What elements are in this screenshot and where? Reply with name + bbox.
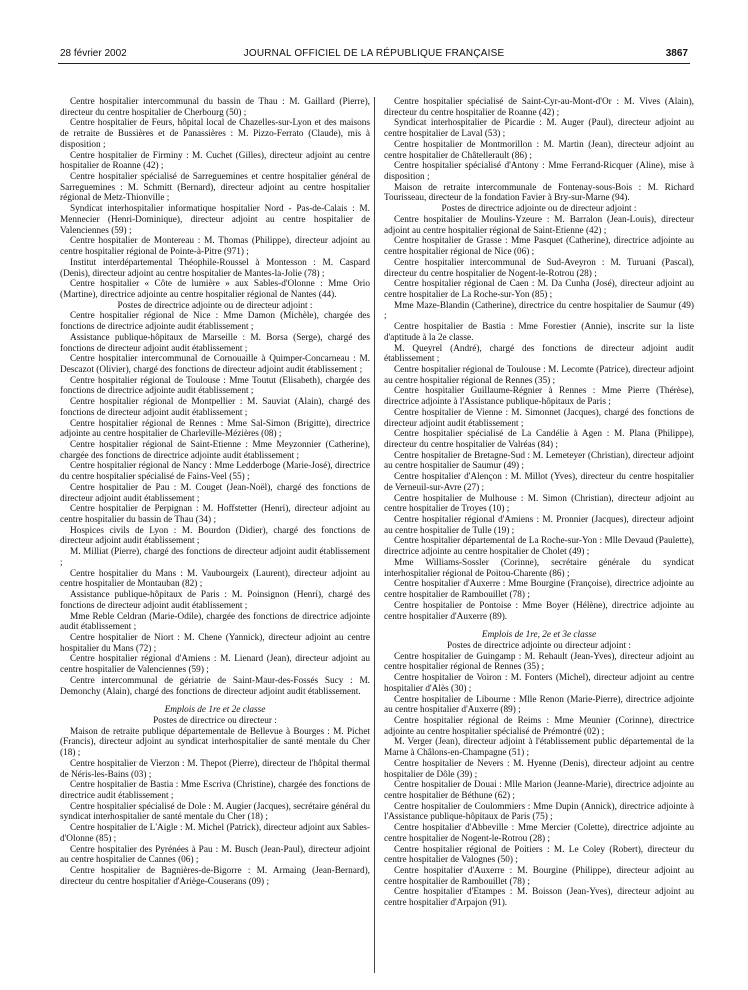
- appointment-entry: Centre hospitalier de Pontoise : Mme Boyer (Hélène), directrice adjointe au centre hospitalier d'Auxerre (89).: [384, 600, 694, 622]
- appointment-entry: Centre hospitalier de Libourne : Mlle Renon (Marie-Pierre), directrice adjointe au centre hospitalier d'Auxerre (89) ;: [384, 694, 694, 716]
- appointment-entry: Centre hospitalier régional de Saint-Etienne : Mme Meyzonnier (Catherine), chargée des fonctions de directrice adjointe audit établissement ;: [60, 440, 370, 461]
- appointment-entry: Centre hospitalier de Moulins-Yzeure : M. Barralon (Jean-Louis), directeur adjoint au centre hospitalier régional de Saint-Etienne (42) ;: [384, 214, 694, 236]
- appointment-entry: Centre hospitalier « Côte de lumière » aux Sables-d'Olonne : Mme Orio (Martine), directrice adjointe au centre hospitalier régional de Nantes (44).: [60, 279, 370, 300]
- page-number: 3867: [665, 48, 688, 59]
- appointment-entry: Mme Maze-Blandin (Catherine), directrice du centre hospitalier de Saumur (49) ;: [384, 300, 694, 322]
- appointment-entry: Assistance publique-hôpitaux de Marseille : M. Borsa (Serge), chargé des fonctions de directeur adjoint audit établissement ;: [60, 332, 370, 354]
- appointment-entry: Centre hospitalier régional de Nice : Mme Damon (Michèle), chargée des fonctions de directrice adjointe audit établissement ;: [60, 311, 370, 333]
- appointment-entry: Centre hospitalier régional de Poitiers : M. Le Coley (Robert), directeur du centre hospitalier de Valognes (50) ;: [384, 844, 694, 866]
- appointment-entry: Centre hospitalier de Montereau : M. Thomas (Philippe), directeur adjoint au centre hospitalier régional de Pointe-à-Pitre (971) ;: [60, 236, 370, 258]
- appointment-entry: Centre hospitalier de Bretagne-Sud : M. Lemeteyer (Christian), directeur adjoint au centre hospitalier de Saumur (49) ;: [384, 450, 694, 472]
- appointment-entry: Maison de retraite intercommunale de Fontenay-sous-Bois : M. Richard Tourisseau, directeur de la fondation Favier à Bry-sur-Marne (94).: [384, 182, 694, 204]
- appointment-entry: Maison de retraite publique départementale de Bellevue à Bourges : M. Pichet (Francis), directeur adjoint au syndicat interhospitalier de santé mentale du Cher (18) ;: [60, 726, 370, 759]
- appointment-entry: Centre hospitalier de Vienne : M. Simonnet (Jacques), chargé des fonctions de directeur adjoint audit établissement ;: [384, 407, 694, 429]
- appointment-entry: Assistance publique-hôpitaux de Paris : M. Poinsignon (Henri), chargé des fonctions de directeur adjoint audit établissement ;: [60, 590, 370, 611]
- appointment-entry: Centre hospitalier spécialisé de Sarreguemines et centre hospitalier général de Sarreguemines : M. Schmitt (Bernard), directeur adjoint au centre hospitalier régional de Metz-Thionville ;: [60, 172, 370, 204]
- appointment-entry: Centre hospitalier départemental de La Roche-sur-Yon : Mlle Devaud (Paulette), directrice adjointe au centre hospitalier de Cholet (49) ;: [384, 536, 694, 558]
- appointment-entry: Centre hospitalier spécialisé d'Antony : Mme Ferrand-Ricquer (Aline), mise à disposition ;: [384, 161, 694, 183]
- appointment-entry: M. Milliat (Pierre), chargé des fonctions de directeur adjoint audit établissement ;: [60, 547, 370, 568]
- appointment-entry: Centre hospitalier de Mulhouse : M. Simon (Christian), directeur adjoint au centre hospitalier de Troyes (10) ;: [384, 493, 694, 515]
- appointment-entry: Centre hospitalier régional de Reims : Mme Meunier (Corinne), directrice adjointe au centre hospitalier spécialisé de Prémontré (02) ;: [384, 715, 694, 737]
- appointment-entry: Centre hospitalier régional d'Amiens : M. Lienard (Jean), directeur adjoint au centre hospitalier de Valenciennes (59) ;: [60, 654, 370, 676]
- appointment-entry: Centre hospitalier d'Abbeville : Mme Mercier (Colette), directrice adjointe au centre hospitalier de Nogent-le-Rotrou (28) ;: [384, 823, 694, 844]
- appointment-entry: Centre hospitalier de Bagnières-de-Bigorre : M. Armaing (Jean-Bernard), directeur du centre hospitalier d'Ariège-Couserans (09) ;: [60, 866, 370, 887]
- appointment-entry: Centre hospitalier d'Alençon : M. Millot (Yves), directeur du centre hospitalier de Verneuil-sur-Avre (27) ;: [384, 472, 694, 493]
- page-header: [60, 48, 688, 62]
- appointment-entry: Centre hospitalier régional d'Amiens : M. Pronnier (Jacques), directeur adjoint au centre hospitalier de Tulle (19) ;: [384, 515, 694, 536]
- appointment-entry: M. Verger (Jean), directeur adjoint à l'établissement public départemental de la Marne à Châlons-en-Champagne (51) ;: [384, 737, 694, 759]
- appointment-entry: Mme Williams-Sossler (Corinne), secrétaire générale du syndicat interhospitalier régional de Poitou-Charente (86) ;: [384, 557, 694, 579]
- journal-title: JOURNAL OFFICIEL DE LA RÉPUBLIQUE FRANÇAISE: [243, 48, 505, 59]
- appointment-entry: Hospices civils de Lyon : M. Bourdon (Didier), chargé des fonctions de directeur adjoint audit établissement ;: [60, 525, 370, 547]
- appointment-entry: Centre hospitalier de Montmorillon : M. Martin (Jean), directeur adjoint au centre hospitalier de Châtellerault (86) ;: [384, 139, 694, 161]
- appointment-entry: Mme Reble Celdran (Marie-Odile), chargée des fonctions de directrice adjointe audit établissement ;: [60, 611, 370, 633]
- appointment-entry: Centre hospitalier régional de Rennes : Mme Sal-Simon (Brigitte), directrice adjointe au centre hospitalier de Charleville-Mézières (08) ;: [60, 418, 370, 440]
- appointment-entry: Centre hospitalier spécialisé de Dole : M. Augier (Jacques), secrétaire général du syndicat interhospitalier de santé mentale du Cher (18) ;: [60, 801, 370, 823]
- appointment-entry: Centre hospitalier de Guingamp : M. Rehault (Jean-Yves), directeur adjoint au centre hospitalier régional de Rennes (35) ;: [384, 651, 694, 673]
- appointment-entry: Centre hospitalier d'Auxerre : Mme Bourgine (Françoise), directrice adjointe au centre hospitalier de Rambouillet (78) ;: [384, 579, 694, 601]
- section-heading: Emplois de 1re, 2e et 3e classe: [481, 630, 597, 641]
- appointment-entry: Centre hospitalier Guillaume-Régnier à Rennes : Mme Pierre (Thérèse), directrice adjointe à l'Assistance publique-hôpitaux de Paris ;: [384, 386, 694, 408]
- appointment-entry: Centre hospitalier régional de Montpellier : M. Sauviat (Alain), chargé des fonctions de directeur adjoint audit établissement ;: [60, 397, 370, 418]
- appointment-entry: Centre hospitalier de Pau : M. Couget (Jean-Noël), chargé des fonctions de directeur adjoint audit établissement ;: [60, 482, 370, 504]
- right-column: [384, 97, 694, 909]
- appointment-entry: Centre hospitalier de Voiron : M. Fonters (Michel), directeur adjoint au centre hospitalier d'Alès (30) ;: [384, 673, 694, 694]
- section-heading: Emplois de 1re et 2e classe: [164, 705, 266, 716]
- column-divider: [374, 97, 375, 973]
- appointment-entry: Centre hospitalier d'Etampes : M. Boisson (Jean-Yves), directeur adjoint au centre hospitalier d'Arpajon (91).: [384, 887, 694, 909]
- appointment-entry: Centre hospitalier de Bastia : Mme Escriva (Christine), chargée des fonctions de directrice audit établissement ;: [60, 780, 370, 801]
- header-date: 28 février 2002: [60, 48, 127, 59]
- appointment-entry: Centre hospitalier de Douai : Mlle Marion (Jeanne-Marie), directrice adjointe au centre hospitalier de Béthune (62) ;: [384, 780, 694, 801]
- appointment-entry: Centre hospitalier des Pyrénées à Pau : M. Busch (Jean-Paul), directeur adjoint au centre hospitalier de Cannes (06) ;: [60, 844, 370, 866]
- appointment-entry: Centre hospitalier régional de Toulouse : Mme Toutut (Elisabeth), chargée des fonctions de directrice adjointe audit établissement ;: [60, 375, 370, 397]
- appointment-entry: Centre hospitalier de Firminy : M. Cuchet (Gilles), directeur adjoint au centre hospitalier de Roanne (42) ;: [60, 150, 370, 172]
- appointment-entry: Centre hospitalier intercommunal de Sud-Aveyron : M. Turuani (Pascal), directeur du centre hospitalier de Nogent-le-Rotrou (28) ;: [384, 257, 694, 279]
- appointment-entry: Centre hospitalier régional de Caen : M. Da Cunha (José), directeur adjoint au centre hospitalier de La Roche-sur-Yon (85) ;: [384, 279, 694, 300]
- appointment-entry: Syndicat interhospitalier informatique hospitalier Nord - Pas-de-Calais : M. Mennecier (Henri-Dominique), directeur adjoint au centre hospitalier de Valenciennes (59) ;: [60, 204, 370, 236]
- left-column: [60, 97, 370, 887]
- appointment-entry: Centre hospitalier intercommunal du bassin de Thau : M. Gaillard (Pierre), directeur du centre hospitalier de Cherbourg (50) ;: [60, 97, 370, 118]
- appointment-entry: Centre hospitalier de Niort : M. Chene (Yannick), directeur adjoint au centre hospitalier du Mans (72) ;: [60, 632, 370, 654]
- appointment-entry: Centre hospitalier de Grasse : Mme Pasquet (Catherine), directrice adjointe au centre hospitalier régional de Nice (06) ;: [384, 236, 694, 258]
- appointment-entry: Syndicat interhospitalier de Picardie : M. Auger (Paul), directeur adjoint au centre hospitalier de Laval (53) ;: [384, 118, 694, 140]
- appointment-entry: Centre hospitalier spécialisé de La Candélie à Agen : M. Plana (Philippe), directeur du centre hospitalier de Valréas (84) ;: [384, 429, 694, 450]
- appointment-entry: Centre hospitalier de Vierzon : M. Thepot (Pierre), directeur de l'hôpital thermal de Néris-les-Bains (03) ;: [60, 758, 370, 780]
- appointment-entry: M. Queyrel (André), chargé des fonctions de directeur adjoint audit établissement ;: [384, 343, 694, 365]
- appointment-entry: Centre intercommunal de gériatrie de Saint-Maur-des-Fossés Sucy : M. Demonchy (Alain), chargé des fonctions de directeur adjoint audit établissement.: [60, 675, 370, 697]
- appointment-entry: Centre hospitalier régional de Nancy : Mme Ledderboge (Marie-José), directrice du centre hospitalier spécialisé de Fains-Veel (55) ;: [60, 461, 370, 483]
- appointment-entry: Centre hospitalier régional de Toulouse : M. Lecomte (Patrice), directeur adjoint au centre hospitalier régional de Rennes (35) ;: [384, 364, 694, 386]
- appointment-entry: Centre hospitalier de Bastia : Mme Forestier (Annie), inscrite sur la liste d'aptitude à la 2e classe.: [384, 322, 694, 343]
- appointment-entry: Centre hospitalier intercommunal de Cornouaille à Quimper-Concarneau : M. Descazot (Olivier), chargé des fonctions de directeur adjoint audit établissement ;: [60, 354, 370, 375]
- appointment-entry: Centre hospitalier de Nevers : M. Hyenne (Denis), directeur adjoint au centre hospitalier de Dôle (39) ;: [384, 758, 694, 780]
- section-subheading: Postes de directrice adjointe ou directeur adjoint :: [447, 640, 631, 651]
- appointment-entry: Centre hospitalier de Perpignan : M. Hoffstetter (Henri), directeur adjoint au centre hospitalier du bassin de Thau (34) ;: [60, 504, 370, 526]
- section-subheading: Postes de directrice adjointe ou de directeur adjoint :: [441, 204, 637, 215]
- appointment-entry: Centre hospitalier de L'Aigle : M. Michel (Patrick), directeur adjoint aux Sables-d'Olonne (85) ;: [60, 823, 370, 844]
- appointment-entry: Institut interdépartemental Théophile-Roussel à Montesson : M. Caspard (Denis), directeur adjoint au centre hospitalier de Mantes-la-Jolie (78) ;: [60, 257, 370, 279]
- appointment-entry: Centre hospitalier de Feurs, hôpital local de Chazelles-sur-Lyon et des maisons de retraite de Bussières et de Panassières : M. Pizzo-Ferrato (Claude), mis à disposition ;: [60, 118, 370, 150]
- appointment-entry: Centre hospitalier d'Auxerre : M. Bourgine (Philippe), directeur adjoint au centre hospitalier de Rambouillet (78) ;: [384, 866, 694, 887]
- section-subheading: Postes de directrice adjointe ou de directeur adjoint :: [117, 300, 313, 311]
- appointment-entry: Centre hospitalier du Mans : M. Vaubourgeix (Laurent), directeur adjoint au centre hospitalier de Montauban (82) ;: [60, 568, 370, 590]
- appointment-entry: Centre hospitalier spécialisé de Saint-Cyr-au-Mont-d'Or : M. Vives (Alain), directeur du centre hospitalier de Roanne (42) ;: [384, 97, 694, 118]
- section-subheading: Postes de directrice ou directeur :: [153, 715, 277, 726]
- header-rule: [58, 63, 690, 64]
- appointment-entry: Centre hospitalier de Coulommiers : Mme Dupin (Annick), directrice adjointe à l'Assistance publique-hôpitaux de Paris (75) ;: [384, 801, 694, 823]
